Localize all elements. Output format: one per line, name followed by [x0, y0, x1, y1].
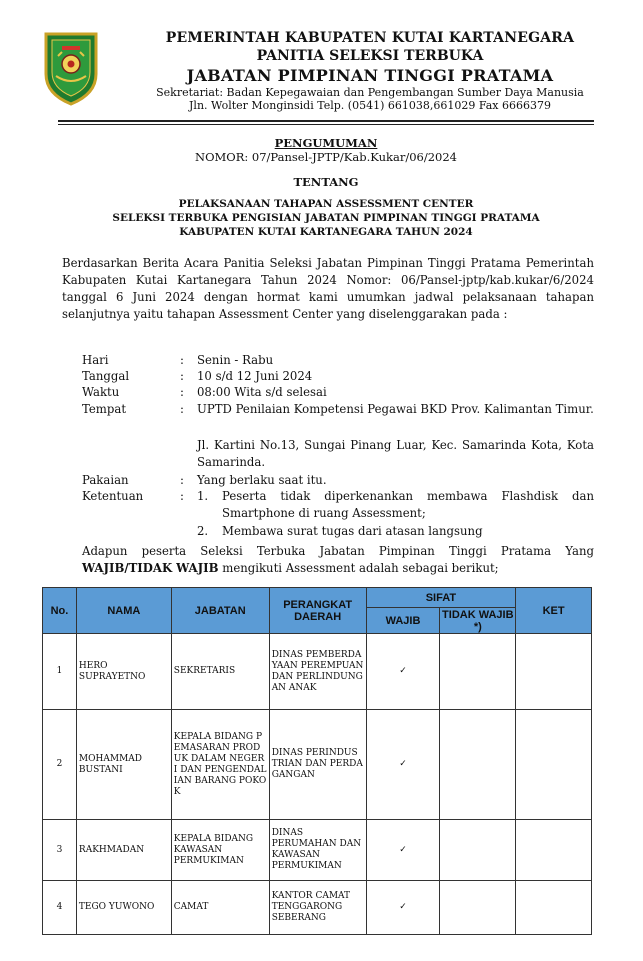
closing-text-pre: Adapun peserta Seleksi Terbuka Jabatan Pimpinan Tinggi Pratama Yang	[82, 544, 594, 558]
header-sifat: SIFAT	[366, 588, 516, 608]
check-mark-icon: ✓	[366, 710, 440, 820]
row-perangkat-daerah: DINAS PERINDUSTRIAN DAN PERDAGANGAN	[269, 710, 366, 820]
ketentuan-colon: :	[180, 489, 184, 503]
waktu-colon: :	[180, 385, 184, 399]
closing-text-post: mengikuti Assessment adalah sebagai berikut;	[218, 561, 499, 575]
row-jabatan: SEKRETARIS	[171, 634, 269, 710]
closing-paragraph	[82, 543, 594, 577]
tempat-colon: :	[180, 402, 184, 416]
tanggal-colon: :	[180, 369, 184, 383]
row-no: 4	[43, 881, 77, 935]
table-row	[43, 710, 592, 820]
row-no: 3	[43, 820, 77, 881]
row-ket	[516, 881, 592, 935]
tanggal-value: 10 s/d 12 Juni 2024	[197, 369, 313, 383]
row-ket	[516, 820, 592, 881]
table-row	[43, 634, 592, 710]
row-tidak-wajib	[440, 820, 516, 881]
letterhead-line-1: PEMERINTAH KABUPATEN KUTAI KARTANEGARA	[165, 30, 575, 46]
row-jabatan: KEPALA BIDANG KAWASAN PERMUKIMAN	[171, 820, 269, 881]
row-no: 1	[43, 634, 77, 710]
row-nama: HERO SUPRAYETNO	[76, 634, 171, 710]
check-mark-icon: ✓	[366, 820, 440, 881]
pakaian-label: Pakaian	[82, 473, 129, 487]
subject-line-3: KABUPATEN KUTAI KARTANEGARA TAHUN 2024	[179, 226, 473, 238]
header-no: No.	[43, 588, 77, 634]
kutai-kartanegara-emblem-icon	[40, 30, 102, 106]
row-perangkat-daerah: DINAS PEMBERDAYAAN PEREMPUAN DAN PERLINDUNGAN ANAK	[269, 634, 366, 710]
row-tidak-wajib	[440, 881, 516, 935]
subject-line-1: PELAKSANAAN TAHAPAN ASSESSMENT CENTER	[178, 198, 474, 210]
intro-paragraph: Berdasarkan Berita Acara Panitia Seleksi Jabatan Pimpinan Tinggi Pratama Pemerintah Kabupaten Kutai Kartanegara Tahun 2024 Nomor: 06/Pansel-jptp/kab.kukar/6/2024 tanggal 6 Juni 2024 dengan hormat kami umumkan jadwal pelaksanaan tahapan selanjutnya yaitu tahapan Assessment Center yang diselenggarakan pada :	[62, 256, 594, 321]
row-ket	[516, 634, 592, 710]
tempat-label: Tempat	[82, 402, 127, 416]
ketentuan-number-2: 2.	[197, 524, 209, 538]
letterhead-rule-thin	[58, 124, 594, 125]
hari-colon: :	[180, 353, 184, 367]
pakaian-colon: :	[180, 473, 184, 487]
waktu-label: Waktu	[82, 385, 120, 399]
header-perangkat-daerah: PERANGKAT DAERAH	[269, 588, 366, 634]
announcement-about: TENTANG	[293, 175, 359, 189]
tempat-value-1: UPTD Penilaian Kompetensi Pegawai BKD Prov. Kalimantan Timur.	[197, 402, 594, 416]
ketentuan-number-1: 1.	[197, 489, 209, 503]
row-jabatan: KEPALA BIDANG PEMASARAN PRODUK DALAM NEGERI DAN PENGENDALIAN BARANG POKOK	[171, 710, 269, 820]
subject-line-2: SELEKSI TERBUKA PENGISIAN JABATAN PIMPINAN TINGGI PRATAMA	[112, 212, 540, 224]
letterhead-line-2: PANITIA SELEKSI TERBUKA	[256, 48, 484, 64]
header-tidak-wajib: TIDAK WAJIB *)	[440, 608, 516, 634]
check-mark-icon: ✓	[366, 881, 440, 935]
row-nama: RAKHMADAN	[76, 820, 171, 881]
row-tidak-wajib	[440, 634, 516, 710]
table-row	[43, 820, 592, 881]
row-no: 2	[43, 710, 77, 820]
announcement-title: PENGUMUMAN	[274, 136, 378, 150]
participants-table	[42, 587, 592, 935]
ketentuan-label: Ketentuan	[82, 489, 144, 503]
closing-text-bold: WAJIB/TIDAK WAJIB	[82, 561, 219, 575]
row-ket	[516, 710, 592, 820]
header-wajib: WAJIB	[366, 608, 440, 634]
letterhead-address: Jln. Wolter Monginsidi Telp. (0541) 661038,661029 Fax 6666379	[189, 99, 551, 112]
check-mark-icon: ✓	[366, 634, 440, 710]
waktu-value: 08:00 Wita s/d selesai	[197, 385, 327, 399]
pakaian-value: Yang berlaku saat itu.	[197, 473, 327, 487]
tanggal-label: Tanggal	[82, 369, 130, 383]
row-nama: TEGO YUWONO	[76, 881, 171, 935]
row-perangkat-daerah: DINAS PERUMAHAN DAN KAWASAN PERMUKIMAN	[269, 820, 366, 881]
letterhead-secretariat: Sekretariat: Badan Kepegawaian dan Pengembangan Sumber Daya Manusia	[156, 86, 584, 99]
row-perangkat-daerah: KANTOR CAMAT TENGGARONG SEBERANG	[269, 881, 366, 935]
header-ket: KET	[516, 588, 592, 634]
row-tidak-wajib	[440, 710, 516, 820]
row-jabatan: CAMAT	[171, 881, 269, 935]
table-row	[43, 881, 592, 935]
letterhead-line-3: JABATAN PIMPINAN TINGGI PRATAMA	[186, 66, 554, 85]
hari-value: Senin - Rabu	[197, 353, 274, 367]
header-jabatan: JABATAN	[171, 588, 269, 634]
tempat-value-2: Jl. Kartini No.13, Sungai Pinang Luar, Kec. Samarinda Kota, Kota Samarinda.	[197, 438, 594, 469]
ketentuan-item-1: Peserta tidak diperkenankan membawa Flashdisk dan Smartphone di ruang Assessment;	[222, 489, 594, 520]
row-nama: MOHAMMAD BUSTANI	[76, 710, 171, 820]
announcement-number: NOMOR: 07/Pansel-JPTP/Kab.Kukar/06/2024	[195, 150, 457, 164]
hari-label: Hari	[82, 353, 109, 367]
ketentuan-item-2: Membawa surat tugas dari atasan langsung	[222, 524, 483, 538]
header-nama: NAMA	[76, 588, 171, 634]
letterhead-rule-thick	[58, 120, 594, 122]
